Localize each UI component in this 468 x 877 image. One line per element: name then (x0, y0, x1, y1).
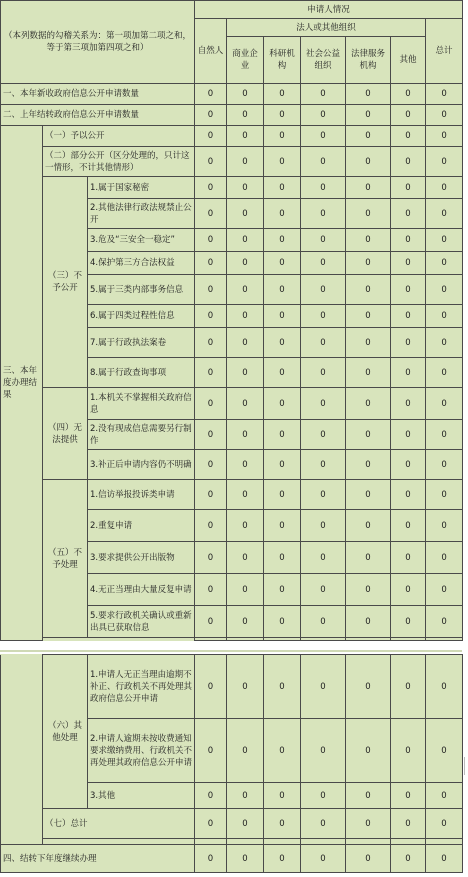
value-cell: 0 (346, 358, 391, 388)
value-cell: 0 (301, 420, 346, 450)
value-cell: 0 (195, 510, 227, 542)
value-cell: 0 (391, 845, 426, 873)
value-cell: 0 (346, 199, 391, 229)
value-cell: 0 (195, 275, 227, 305)
value-cell: 0 (227, 388, 264, 420)
value-cell: 0 (346, 275, 391, 305)
group-label: （三）不予公开 (43, 177, 88, 388)
value-cell: 0 (195, 84, 227, 105)
stats-table-lower (0, 654, 463, 873)
value-cell: 0 (227, 845, 264, 873)
value-cell: 0 (346, 84, 391, 105)
value-cell: 0 (227, 177, 264, 199)
value-cell: 0 (426, 542, 463, 574)
value-cell: 0 (264, 84, 301, 105)
value-cell: 0 (301, 84, 346, 105)
value-cell: 0 (391, 655, 426, 719)
value-cell: 0 (195, 574, 227, 606)
value-cell: 0 (195, 229, 227, 252)
value-cell: 0 (264, 480, 301, 510)
value-cell: 0 (227, 510, 264, 542)
value-cell: 0 (391, 809, 426, 839)
value-cell: 0 (346, 574, 391, 606)
table-row (1, 809, 463, 839)
value-cell: 0 (195, 388, 227, 420)
page-break-line (0, 650, 462, 652)
value-cell: 0 (346, 783, 391, 809)
value-cell: 0 (264, 809, 301, 839)
group-label: （六）其他处理 (43, 655, 88, 809)
item-label: 6.属于四类过程性信息 (88, 305, 195, 328)
value-cell: 0 (264, 177, 301, 199)
value-cell: 0 (264, 783, 301, 809)
value-cell: 0 (391, 275, 426, 305)
item-label: 7.属于行政执法案卷 (88, 328, 195, 358)
value-cell: 0 (346, 510, 391, 542)
value-cell: 0 (346, 542, 391, 574)
item-label: 3.补正后申请内容仍不明确 (88, 450, 195, 480)
value-cell: 0 (426, 252, 463, 275)
item-label: 8.属于行政查询事项 (88, 358, 195, 388)
value-cell: 0 (346, 177, 391, 199)
item-label: 2.重复申请 (88, 510, 195, 542)
table-row (1, 177, 463, 199)
value-cell: 0 (264, 252, 301, 275)
header-applicant: 申请人情况 (195, 1, 463, 19)
item-label: 4.保护第三方合法权益 (88, 252, 195, 275)
header-research: 科研机构 (264, 37, 301, 84)
value-cell: 0 (195, 305, 227, 328)
value-cell: 0 (264, 105, 301, 126)
value-cell: 0 (426, 229, 463, 252)
value-cell: 0 (264, 147, 301, 177)
value-cell: 0 (264, 358, 301, 388)
item-label: 5.要求行政机关确认或重新出具已获取信息 (88, 606, 195, 638)
value-cell: 0 (391, 305, 426, 328)
value-cell: 0 (227, 450, 264, 480)
group-label: （五）不予处理 (43, 480, 88, 638)
value-cell: 0 (301, 275, 346, 305)
value-cell: 0 (195, 542, 227, 574)
value-cell: 0 (227, 783, 264, 809)
value-cell: 0 (426, 450, 463, 480)
row-label: 四、结转下年度继续办理 (1, 845, 195, 873)
value-cell: 0 (264, 275, 301, 305)
header-other: 其他 (391, 37, 426, 84)
table-row (1, 126, 463, 147)
value-cell: 0 (301, 606, 346, 638)
value-cell: 0 (301, 783, 346, 809)
table-row (1, 388, 463, 420)
item-label: 3.危及“三安全一稳定” (88, 229, 195, 252)
value-cell: 0 (301, 719, 346, 783)
value-cell: 0 (227, 358, 264, 388)
value-cell: 0 (391, 199, 426, 229)
value-cell: 0 (227, 328, 264, 358)
value-cell: 0 (195, 783, 227, 809)
value-cell: 0 (227, 420, 264, 450)
header-total: 总计 (426, 19, 463, 84)
value-cell: 0 (391, 783, 426, 809)
value-cell: 0 (426, 305, 463, 328)
value-cell: 0 (264, 420, 301, 450)
value-cell: 0 (426, 328, 463, 358)
value-cell: 0 (391, 388, 426, 420)
value-cell: 0 (264, 126, 301, 147)
value-cell: 0 (391, 229, 426, 252)
value-cell: 0 (264, 655, 301, 719)
value-cell: 0 (301, 574, 346, 606)
value-cell: 0 (426, 809, 463, 839)
item-label: 2.申请人逾期未按收费通知要求缴纳费用、行政机关不再处理其政府信息公开申请 (88, 719, 195, 783)
value-cell: 0 (391, 84, 426, 105)
value-cell: 0 (426, 420, 463, 450)
header-legal-service: 法律服务机构 (346, 37, 391, 84)
table-row (1, 845, 463, 873)
scroll-marker (464, 757, 468, 775)
value-cell: 0 (227, 480, 264, 510)
section-label: 三、本年度办理结果 (1, 126, 43, 641)
value-cell: 0 (264, 606, 301, 638)
value-cell: 0 (195, 126, 227, 147)
value-cell: 0 (227, 542, 264, 574)
item-label: 3.要求提供公开出版物 (88, 542, 195, 574)
value-cell: 0 (227, 199, 264, 229)
value-cell: 0 (195, 147, 227, 177)
value-cell: 0 (426, 845, 463, 873)
table-row (1, 480, 463, 510)
value-cell: 0 (301, 450, 346, 480)
value-cell: 0 (301, 480, 346, 510)
value-cell: 0 (195, 450, 227, 480)
item-label: 1.信访举报投诉类申请 (88, 480, 195, 510)
value-cell: 0 (391, 126, 426, 147)
item-label: 3.其他 (88, 783, 195, 809)
value-cell: 0 (301, 177, 346, 199)
header-note: （本列数据的勾稽关系为：第一项加第二项之和，等于第三项加第四项之和） (1, 1, 195, 84)
item-label: 1.申请人无正当理由逾期不补正、行政机关不再处理其政府信息公开申请 (88, 655, 195, 719)
value-cell: 0 (195, 252, 227, 275)
value-cell: 0 (301, 358, 346, 388)
value-cell: 0 (264, 574, 301, 606)
table-row (1, 147, 463, 177)
value-cell: 0 (227, 126, 264, 147)
group-label: （七）总计 (43, 809, 195, 839)
value-cell: 0 (391, 510, 426, 542)
value-cell: 0 (346, 480, 391, 510)
item-label: 4.无正当理由大量反复申请 (88, 574, 195, 606)
value-cell: 0 (264, 328, 301, 358)
value-cell: 0 (264, 450, 301, 480)
value-cell: 0 (346, 328, 391, 358)
value-cell: 0 (195, 480, 227, 510)
value-cell: 0 (346, 809, 391, 839)
value-cell: 0 (391, 542, 426, 574)
value-cell: 0 (264, 199, 301, 229)
value-cell: 0 (195, 845, 227, 873)
value-cell: 0 (227, 655, 264, 719)
value-cell: 0 (227, 719, 264, 783)
value-cell: 0 (301, 229, 346, 252)
value-cell: 0 (346, 305, 391, 328)
value-cell: 0 (195, 105, 227, 126)
value-cell: 0 (227, 574, 264, 606)
value-cell: 0 (391, 719, 426, 783)
item-label: 2.其他法律行政法规禁止公开 (88, 199, 195, 229)
value-cell: 0 (426, 358, 463, 388)
value-cell: 0 (195, 199, 227, 229)
value-cell: 0 (346, 655, 391, 719)
right-margin (463, 0, 468, 877)
value-cell: 0 (391, 147, 426, 177)
item-label: 2.没有现成信息需要另行制作 (88, 420, 195, 450)
value-cell: 0 (227, 252, 264, 275)
value-cell: 0 (227, 305, 264, 328)
value-cell: 0 (227, 229, 264, 252)
value-cell: 0 (426, 719, 463, 783)
value-cell: 0 (391, 420, 426, 450)
value-cell: 0 (426, 574, 463, 606)
value-cell: 0 (346, 450, 391, 480)
value-cell: 0 (346, 606, 391, 638)
value-cell: 0 (346, 845, 391, 873)
value-cell: 0 (301, 147, 346, 177)
row-label: 一、本年新收政府信息公开申请数量 (1, 84, 195, 105)
table-row (1, 84, 463, 105)
value-cell: 0 (227, 809, 264, 839)
value-cell: 0 (264, 305, 301, 328)
value-cell: 0 (195, 655, 227, 719)
value-cell: 0 (264, 510, 301, 542)
value-cell: 0 (391, 328, 426, 358)
value-cell: 0 (426, 199, 463, 229)
value-cell: 0 (264, 388, 301, 420)
value-cell: 0 (195, 809, 227, 839)
value-cell: 0 (227, 275, 264, 305)
value-cell: 0 (426, 105, 463, 126)
value-cell: 0 (301, 305, 346, 328)
group-label: （二）部分公开（区分处理的，只计这一情形，不计其他情形） (43, 147, 195, 177)
value-cell: 0 (195, 606, 227, 638)
value-cell: 0 (391, 480, 426, 510)
value-cell: 0 (391, 606, 426, 638)
value-cell: 0 (426, 783, 463, 809)
value-cell: 0 (301, 809, 346, 839)
value-cell: 0 (346, 420, 391, 450)
header-social: 社会公益组织 (301, 37, 346, 84)
value-cell: 0 (264, 229, 301, 252)
header-commercial: 商业企业 (227, 37, 264, 84)
value-cell: 0 (426, 606, 463, 638)
value-cell: 0 (391, 450, 426, 480)
value-cell: 0 (391, 574, 426, 606)
value-cell: 0 (195, 719, 227, 783)
row-label: 二、上年结转政府信息公开申请数量 (1, 105, 195, 126)
value-cell: 0 (391, 177, 426, 199)
value-cell: 0 (264, 542, 301, 574)
value-cell: 0 (301, 199, 346, 229)
value-cell: 0 (195, 328, 227, 358)
table-row (1, 105, 463, 126)
value-cell: 0 (301, 542, 346, 574)
value-cell: 0 (426, 480, 463, 510)
value-cell: 0 (301, 328, 346, 358)
value-cell: 0 (301, 510, 346, 542)
value-cell: 0 (426, 655, 463, 719)
value-cell: 0 (346, 229, 391, 252)
value-cell: 0 (426, 177, 463, 199)
item-label: 1.属于国家秘密 (88, 177, 195, 199)
header-natural-person: 自然人 (195, 19, 227, 84)
value-cell: 0 (426, 147, 463, 177)
value-cell: 0 (391, 358, 426, 388)
group-label: （四）无法提供 (43, 388, 88, 480)
value-cell: 0 (227, 147, 264, 177)
value-cell: 0 (426, 126, 463, 147)
table-row (1, 655, 463, 719)
item-label: 5.属于三类内部事务信息 (88, 275, 195, 305)
value-cell: 0 (426, 510, 463, 542)
value-cell: 0 (346, 388, 391, 420)
value-cell: 0 (346, 252, 391, 275)
group-label: （一）予以公开 (43, 126, 195, 147)
value-cell: 0 (301, 126, 346, 147)
value-cell: 0 (227, 105, 264, 126)
value-cell: 0 (346, 147, 391, 177)
value-cell: 0 (195, 177, 227, 199)
value-cell: 0 (301, 655, 346, 719)
value-cell: 0 (346, 105, 391, 126)
value-cell: 0 (346, 719, 391, 783)
section-continuation (1, 655, 43, 845)
value-cell: 0 (195, 420, 227, 450)
value-cell: 0 (426, 388, 463, 420)
value-cell: 0 (346, 126, 391, 147)
value-cell: 0 (426, 84, 463, 105)
value-cell: 0 (301, 105, 346, 126)
value-cell: 0 (301, 252, 346, 275)
header-legal-org: 法人或其他组织 (227, 19, 426, 37)
value-cell: 0 (301, 388, 346, 420)
item-label: 1.本机关不掌握相关政府信息 (88, 388, 195, 420)
value-cell: 0 (227, 84, 264, 105)
value-cell: 0 (195, 358, 227, 388)
value-cell: 0 (227, 606, 264, 638)
value-cell: 0 (264, 845, 301, 873)
value-cell: 0 (391, 252, 426, 275)
value-cell: 0 (426, 275, 463, 305)
value-cell: 0 (301, 845, 346, 873)
value-cell: 0 (264, 719, 301, 783)
value-cell: 0 (391, 105, 426, 126)
